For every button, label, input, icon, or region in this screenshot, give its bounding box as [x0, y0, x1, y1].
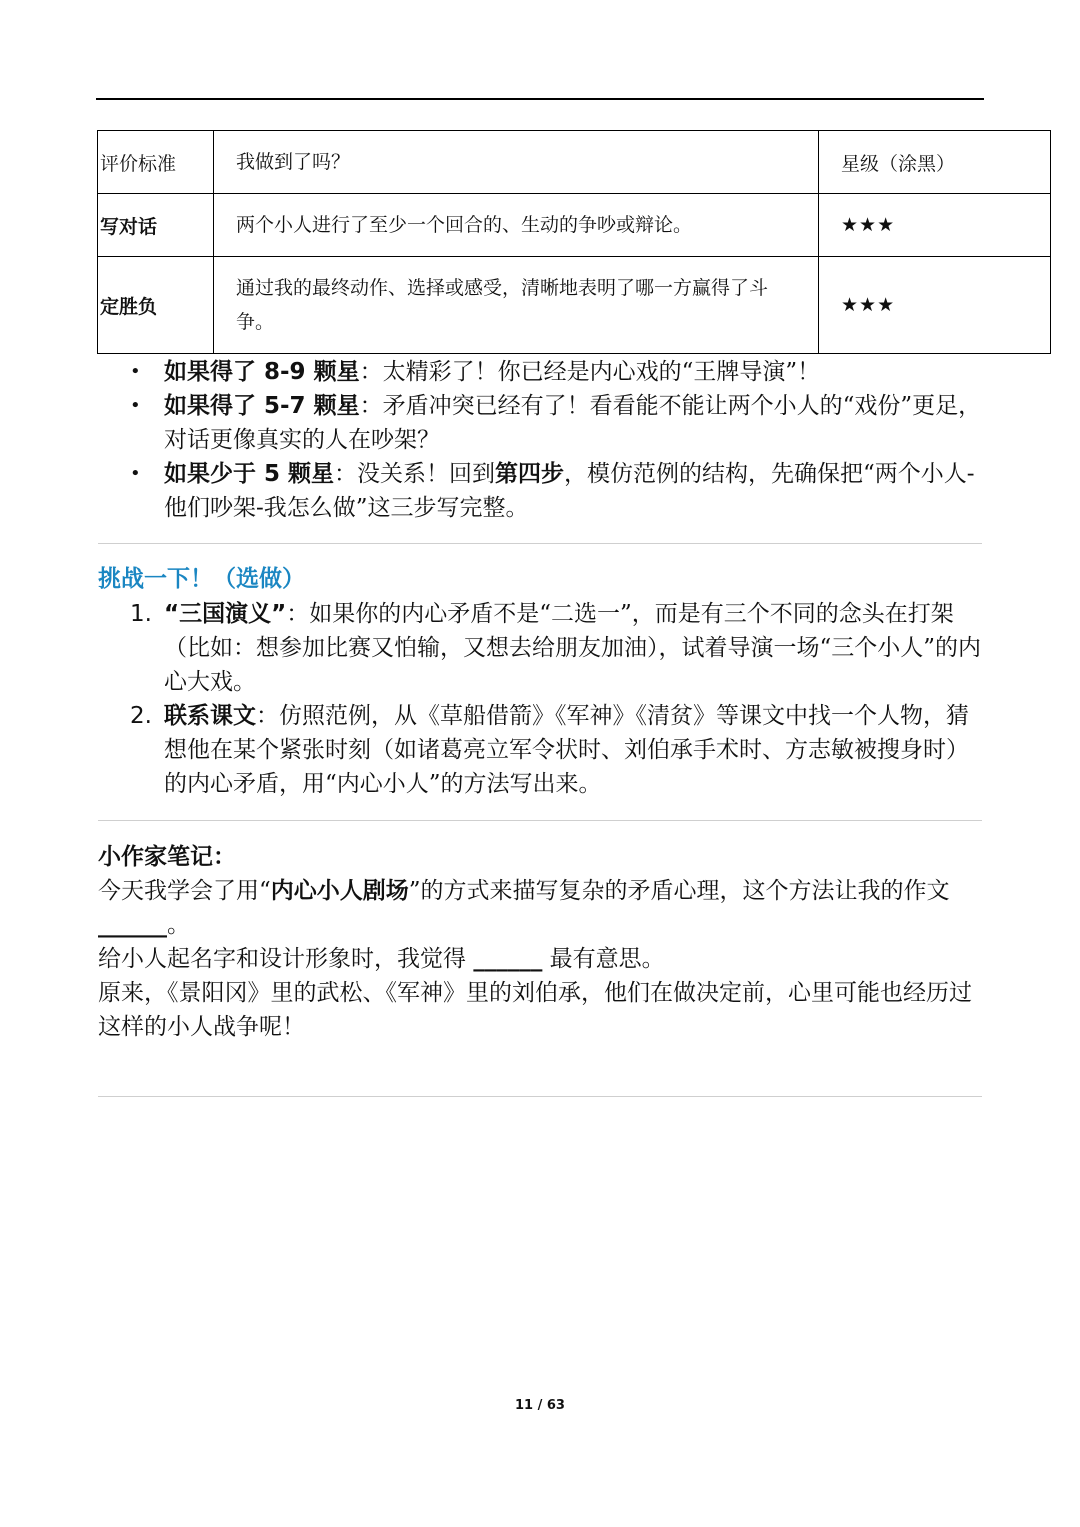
list-item: 1. “三国演义”：如果你的内心矛盾不是“二选一”，而是有三个不同的念头在打架（比如：想参加比赛又怕输，又想去给朋友加油），试着导演一场“三个小人”的内心大戏。: [130, 601, 982, 695]
bullet-icon: •: [130, 395, 141, 416]
notes-line: 给小人起名字和设计形象时，我觉得 ______ 最有意思。: [98, 946, 665, 972]
fill-blank[interactable]: ______: [98, 912, 167, 938]
notes-line: 今天我学会了用“内心小人剧场”的方式来描写复杂的矛盾心理，这个方法让我的作文______。: [98, 878, 950, 938]
criterion-cell: 写对话: [98, 194, 214, 257]
bullet-icon: •: [130, 361, 141, 382]
list-item: • 如果得了 5-7 颗星：矛盾冲突已经有了！看看能不能让两个小人的“戏份”更足，对话更像真实的人在吵架？: [98, 389, 984, 457]
section-divider: [98, 543, 982, 544]
list-item: • 如果得了 8-9 颗星：太精彩了！你已经是内心戏的“王牌导演”！: [98, 355, 984, 389]
list-item: • 如果少于 5 颗星：没关系！回到第四步，模仿范例的结构，先确保把“两个小人-他们吵架-我怎么做”这三步写完整。: [98, 457, 984, 525]
stars-cell: ★★★: [819, 257, 1051, 354]
table-row: [98, 194, 1051, 257]
notes-title: 小作家笔记：: [98, 844, 236, 870]
list-item: 2. 联系课文：仿照范例，从《草船借箭》《军神》《清贫》等课文中找一个人物，猜想他在某个紧张时刻（如诸葛亮立军令状时、刘伯承手术时、方志敏被搜身时）的内心矛盾，用“内心小人”的方法写出来。: [130, 703, 969, 797]
challenge-list: [98, 597, 984, 801]
writer-notes: [98, 840, 984, 1044]
results-list: [98, 355, 984, 525]
header-self-check: 我做到了吗？: [214, 131, 819, 194]
evaluation-table: [97, 130, 1051, 354]
criterion-cell: 定胜负: [98, 257, 214, 354]
header-stars: 星级（涂黑）: [819, 131, 1051, 194]
table-row: [98, 257, 1051, 354]
header-rule: [96, 98, 984, 100]
header-criterion: 评价标准: [98, 131, 214, 194]
page-number: 11 / 63: [515, 1398, 565, 1413]
fill-blank[interactable]: ______: [473, 946, 543, 972]
stars-cell: ★★★: [819, 194, 1051, 257]
description-cell: 两个小人进行了至少一个回合的、生动的争吵或辩论。: [214, 194, 819, 257]
section-divider: [98, 1096, 982, 1097]
bullet-icon: •: [130, 463, 141, 484]
table-header-row: [98, 131, 1051, 194]
description-cell: 通过我的最终动作、选择或感受，清晰地表明了哪一方赢得了斗争。: [214, 257, 819, 354]
challenge-title: 挑战一下！（选做）: [98, 566, 305, 592]
section-divider: [98, 820, 982, 821]
notes-line: 原来，《景阳冈》里的武松、《军神》里的刘伯承，他们在做决定前，心里可能也经历过这样的小人战争呢！: [98, 980, 972, 1040]
